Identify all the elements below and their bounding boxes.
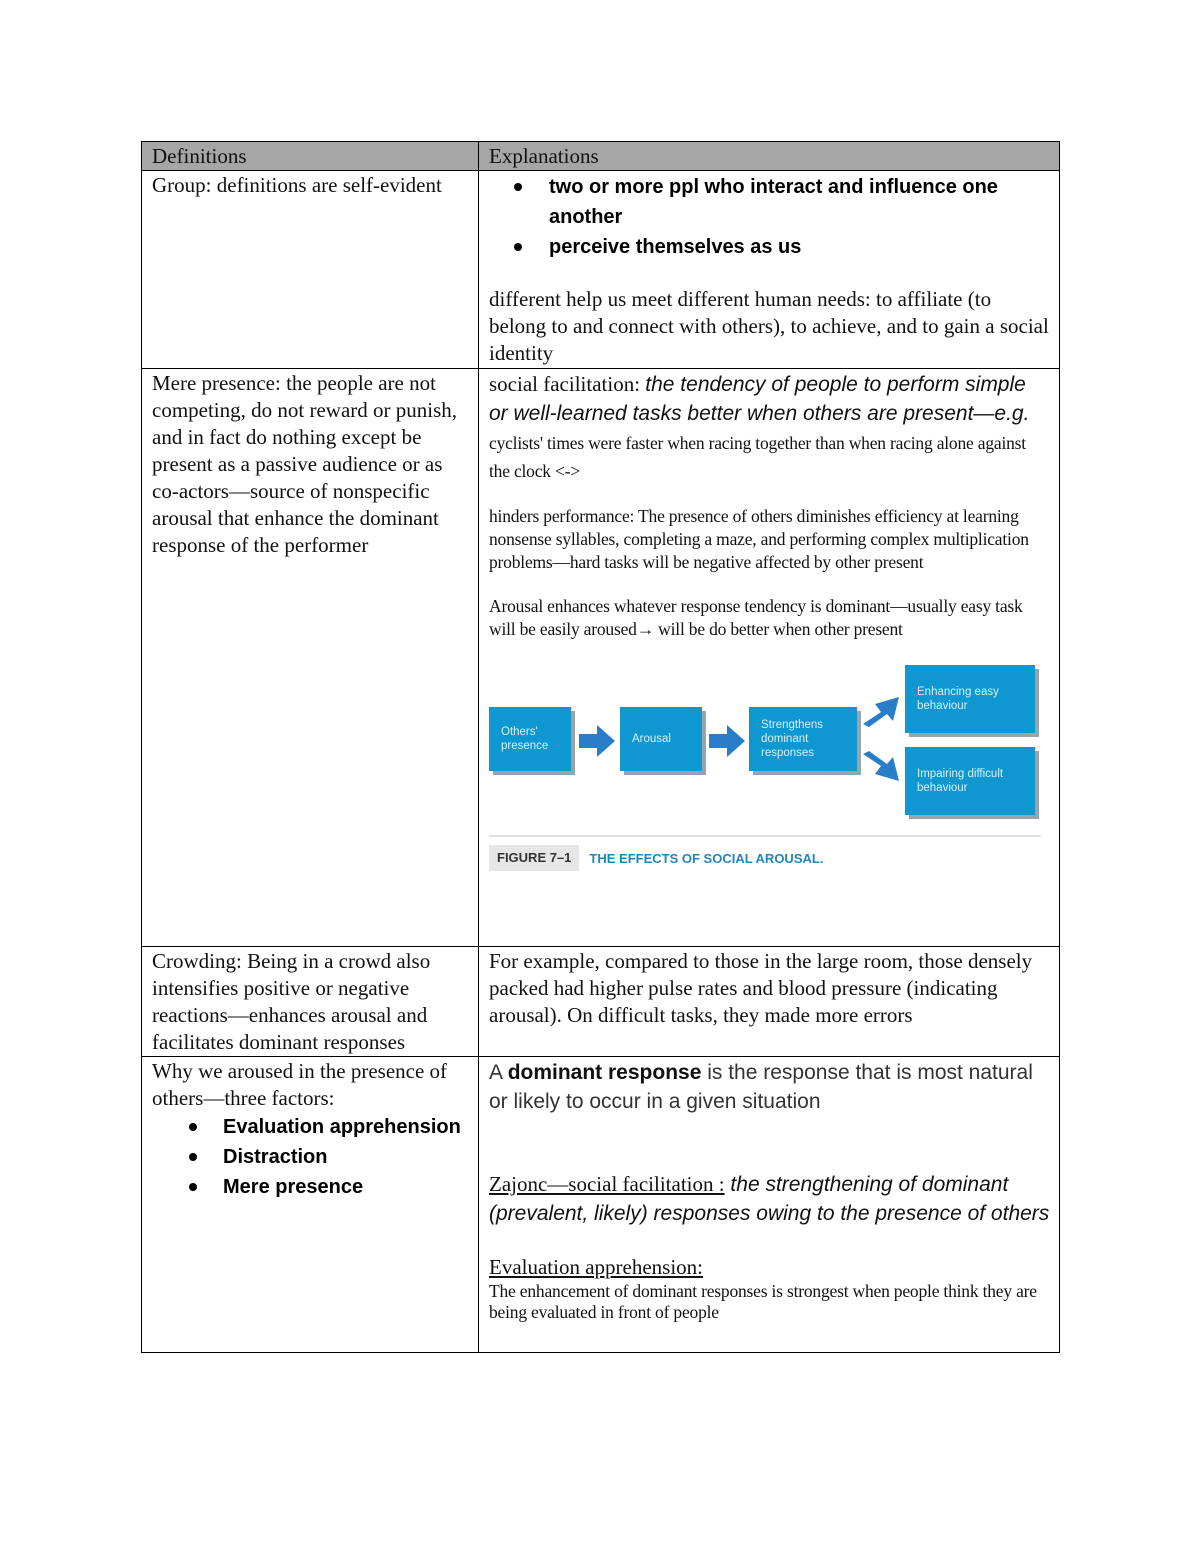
social-arousal-figure [489,655,1049,905]
group-note: different help us meet different human needs: to affiliate (to belong to and connect with others), to achieve, and to gain a social identity [489,287,1049,365]
arrow-down-icon [861,749,901,785]
header-explanations: Explanations [479,142,1060,171]
social-facilitation-label: social facilitation: [489,372,646,396]
crowding-explanation: For example, compared to those in the large room, those densely packed had higher pulse rates and blood pressure (indicating arousal). On difficult tasks, they made more errors [479,947,1060,1057]
box-impairing-difficult: Impairing difficult behaviour [905,747,1035,815]
evaluation-text: The enhancement of dominant responses is strongest when people think they are being evaluated in front of people [489,1281,1037,1322]
notes-table [141,141,1060,1353]
why-definition [142,1057,479,1353]
box-strengthens-dominant: Strengthens dominant responses [749,707,857,771]
table-row [142,369,1060,947]
evaluation-label: Evaluation apprehension: [489,1255,704,1279]
group-definition: Group: definitions are self-evident [142,171,479,369]
why-factors [152,1112,469,1202]
box-arousal: Arousal [620,707,702,771]
figure-number: FIGURE 7–1 [489,845,579,871]
list-item: two or more ppl who interact and influence one another [549,172,1050,232]
table-row [142,171,1060,369]
dominant-response-definition [489,1058,1050,1116]
hinders-performance: hinders performance: The presence of others diminishes efficiency at learning nonsense syllables, completing a maze, and performing complex multiplication problems—hard tasks will be negative affected by other present [489,506,1029,572]
table-row [142,1057,1060,1353]
list-item: Mere presence [223,1172,469,1202]
zajonc-label: Zajonc—social facilitation : [489,1172,725,1196]
figure-caption [489,841,823,875]
header-row [142,142,1060,171]
header-definitions: Definitions [142,142,479,171]
why-explanation [479,1057,1060,1353]
list-item: Distraction [223,1142,469,1172]
dominant-a: A [489,1061,508,1084]
mere-presence-definition: Mere presence: the people are not competing, do not reward or punish, and in fact do nothing except be present as a passive audience or as co-actors—source of nonspecific arousal that enhance the dominant response of the performer [142,369,479,947]
group-explanation [479,171,1060,369]
dominant-term: dominant response [507,1061,702,1084]
zajonc-text: the strengthening of dominant (prevalent, likely) responses owing to the presence of others [489,1173,1050,1225]
figure-rule [489,835,1041,837]
list-item: perceive themselves as us [549,232,1050,262]
list-item: Evaluation apprehension [223,1112,469,1142]
dominant-rest: is the response that is most natural or likely to occur in a given situation [489,1061,1033,1113]
social-facilitation-example: cyclists' times were faster when racing together than when racing alone against the clock <-> [489,433,1026,481]
mere-presence-explanation [479,369,1060,947]
group-bullets [489,172,1050,262]
arrow-icon [579,723,615,759]
social-facilitation-definition: the tendency of people to perform simple or well-learned tasks better when others are present—e.g. [489,373,1030,425]
figure-title: THE EFFECTS OF SOCIAL AROUSAL. [589,850,824,866]
zajonc-definition [489,1170,1050,1228]
arrow-icon [709,723,745,759]
box-enhancing-easy: Enhancing easy behaviour [905,665,1035,733]
crowding-definition: Crowding: Being in a crowd also intensifies positive or negative reactions—enhances arousal and facilitates dominant responses [142,947,479,1057]
why-heading: Why we aroused in the presence of others—three factors: [152,1059,448,1110]
box-others-presence: Others' presence [489,707,571,771]
table-row [142,947,1060,1057]
arousal-note: Arousal enhances whatever response tendency is dominant—usually easy task will be easily aroused→ will be do better when other present [489,596,1023,639]
arrow-up-icon [861,693,901,729]
